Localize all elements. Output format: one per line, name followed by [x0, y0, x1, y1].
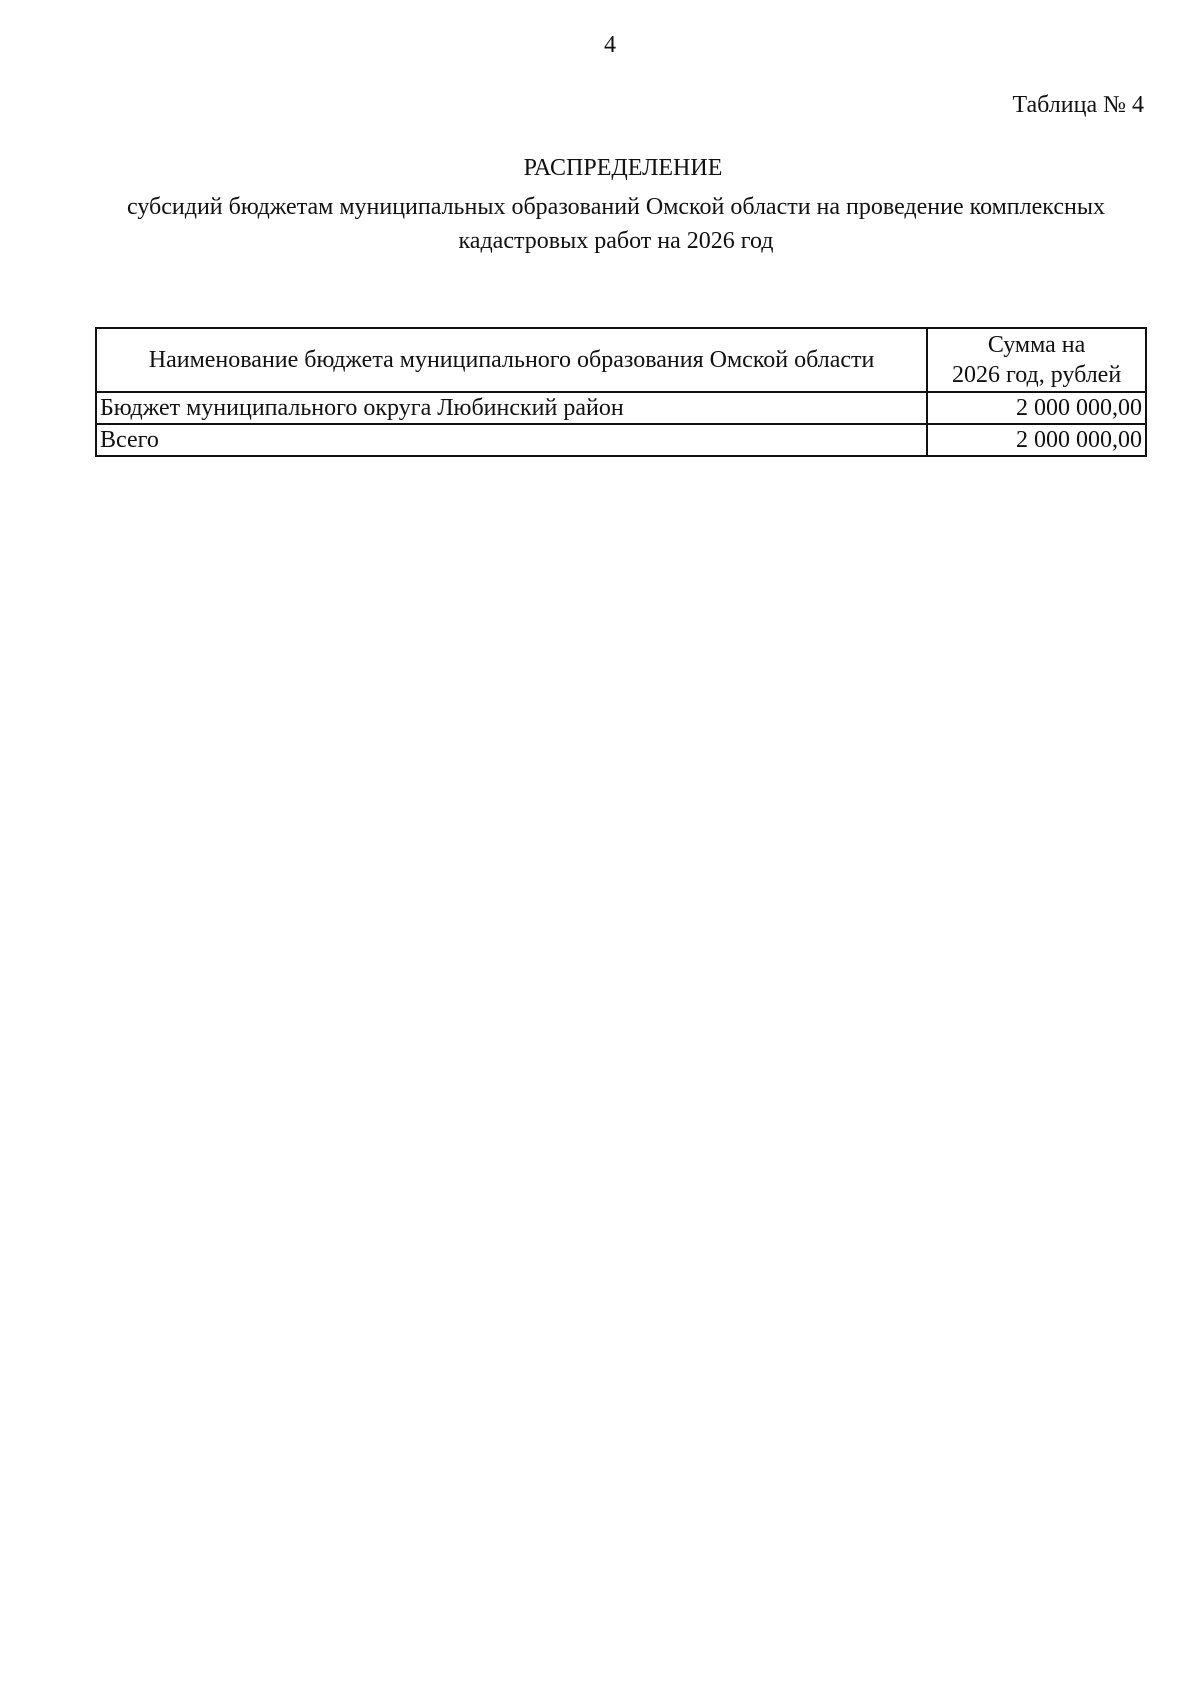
- table-row-total: [96, 424, 1146, 456]
- subheading-line: кадастровых работ на 2026 год: [458, 228, 774, 254]
- document-subheading: [86, 190, 1146, 258]
- row-budget-name: Всего: [96, 424, 927, 456]
- row-sum: 2 000 000,00: [927, 392, 1146, 424]
- table-row: [96, 392, 1146, 424]
- header-budget-name: Наименование бюджета муниципального образования Омской области: [96, 328, 927, 392]
- row-budget-name: Бюджет муниципального округа Любинский район: [96, 392, 927, 424]
- distribution-table: [95, 327, 1147, 457]
- header-sum: [927, 328, 1146, 392]
- document-heading: РАСПРЕДЕЛЕНИЕ: [523, 155, 723, 181]
- table-number: Таблица № 4: [1012, 92, 1144, 118]
- subheading-line: субсидий бюджетам муниципальных образований Омской области на проведение комплексных: [127, 194, 1105, 220]
- row-sum: 2 000 000,00: [927, 424, 1146, 456]
- header-sum-line: 2026 год, рублей: [951, 362, 1122, 388]
- header-sum-line: Сумма на: [987, 332, 1086, 358]
- page-number: 4: [604, 32, 616, 58]
- table-header-row: [96, 328, 1146, 392]
